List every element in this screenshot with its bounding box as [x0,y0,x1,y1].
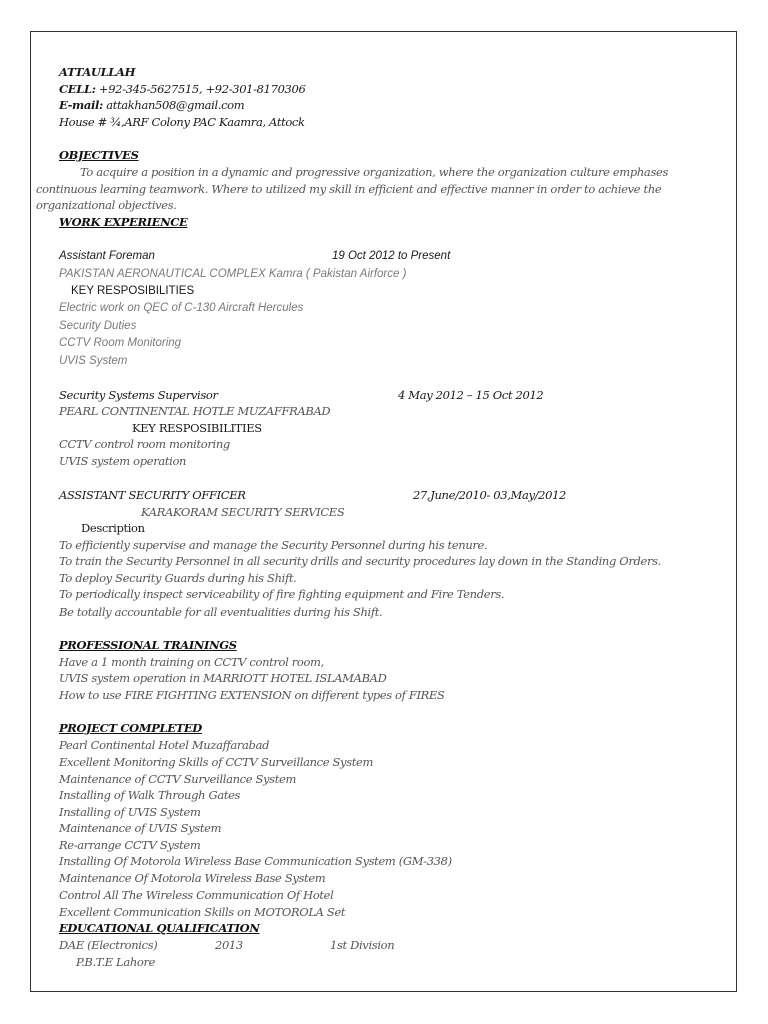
job-title: Assistant Foreman [59,250,155,262]
education-year: 2013 [215,938,243,952]
list-item: Control All The Wireless Communication Of Hotel [59,888,334,902]
list-item: Be totally accountable for all eventualities during his Shift. [59,605,383,619]
projects-heading: PROJECT COMPLETED [59,721,202,735]
list-item: Installing of Walk Through Gates [59,788,241,802]
education-division: 1st Division [330,938,395,952]
description-heading: Description [81,521,145,535]
email-label: E-mail: [59,98,103,112]
list-item: UVIS system operation in MARRIOTT HOTEL ISLAMABAD [59,671,387,685]
list-item: Pearl Continental Hotel Muzaffarabad [59,738,270,752]
work-experience-heading: WORK EXPERIENCE [59,215,188,229]
job-dates: 19 Oct 2012 to Present [332,250,451,262]
job-dates: 27,June/2010- 03,May/2012 [413,488,567,502]
objectives-body: To acquire a position in a dynamic and progressive organization, where the organization culture emphases continuous learning teamwork. Where to utilized my skill in efficient and effective manner in order to achieve the organizational objectives. [36,165,668,212]
list-item: CCTV Room Monitoring [59,337,182,349]
list-item: Excellent Monitoring Skills of CCTV Surveillance System [59,755,374,769]
education-board: P.B.T.E Lahore [76,955,156,969]
job-title: ASSISTANT SECURITY OFFICER [59,488,246,502]
list-item: CCTV control room monitoring [59,437,230,451]
list-item: To deploy Security Guards during his Shift. [59,571,297,585]
job-employer: PAKISTAN AERONAUTICAL COMPLEX Kamra ( Pakistan Airforce ) [59,268,407,280]
list-item: Security Duties [59,320,137,332]
cell-line [59,81,305,97]
list-item: Electric work on QEC of C-130 Aircraft Hercules [59,302,304,314]
job-employer: KARAKORAM SECURITY SERVICES [141,505,345,519]
list-item: UVIS System [59,355,128,367]
cell-label: CELL: [59,82,96,96]
job-employer: PEARL CONTINENTAL HOTLE MUZAFFRABAD [59,404,331,418]
list-item: Have a 1 month training on CCTV control room, [59,655,324,669]
key-responsibilities-heading: KEY RESPOSIBILITIES [71,285,195,297]
job-dates: 4 May 2012 – 15 Oct 2012 [398,388,544,402]
list-item: To periodically inspect serviceability of fire fighting equipment and Fire Tenders. [59,587,505,601]
email-line [59,97,244,113]
list-item: Installing of UVIS System [59,805,201,819]
list-item: Installing Of Motorola Wireless Base Communication System (GM-338) [59,854,452,868]
list-item: Maintenance of UVIS System [59,821,222,835]
list-item: How to use FIRE FIGHTING EXTENSION on different types of FIRES [59,688,445,702]
list-item: Re-arrange CCTV System [59,838,201,852]
objectives-text [36,164,696,214]
candidate-name: ATTAULLAH [59,65,136,79]
key-responsibilities-heading: KEY RESPOSIBILITIES [132,421,262,435]
job-title: Security Systems Supervisor [59,388,218,402]
cell-value: +92-345-5627515, +92-301-8170306 [98,82,306,96]
list-item: To train the Security Personnel in all security drills and security procedures lay down in the Standing Orders. [59,554,661,568]
email-value: attakhan508@gmail.com [106,98,245,112]
list-item: To efficiently supervise and manage the Security Personnel during his tenure. [59,538,488,552]
education-heading: EDUCATIONAL QUALIFICATION [59,921,260,935]
list-item: UVIS system operation [59,454,187,468]
trainings-heading: PROFESSIONAL TRAININGS [59,638,237,652]
objectives-heading: OBJECTIVES [59,148,139,162]
list-item: Maintenance of CCTV Surveillance System [59,772,297,786]
education-degree: DAE (Electronics) [59,938,158,952]
list-item: Maintenance Of Motorola Wireless Base System [59,871,326,885]
list-item: Excellent Communication Skills on MOTOROLA Set [59,905,346,919]
address: House # ¾,ARF Colony PAC Kaamra, Attock [59,115,305,129]
